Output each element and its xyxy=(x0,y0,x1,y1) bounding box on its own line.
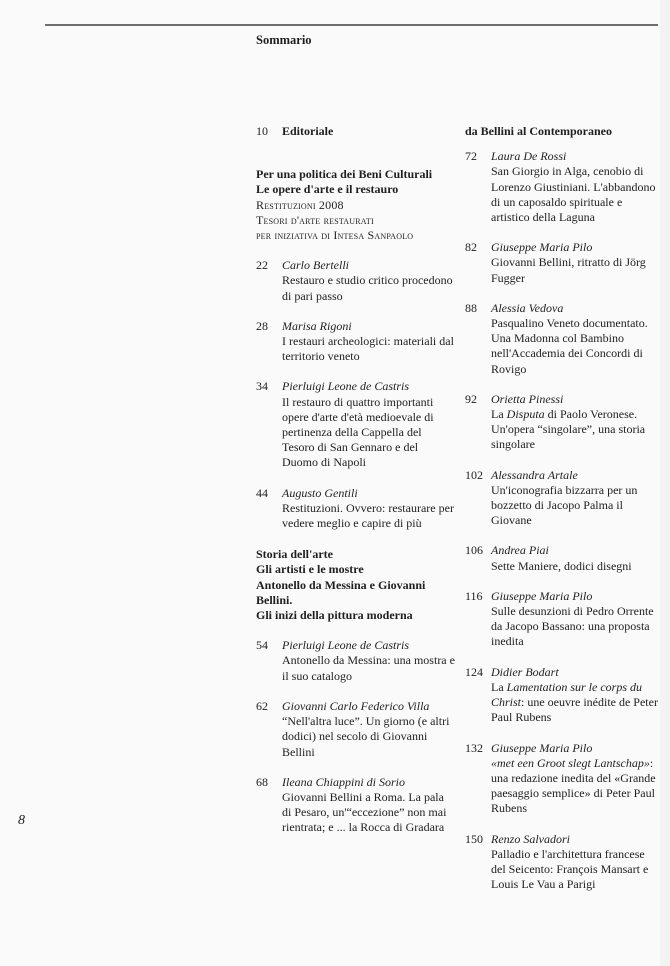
entry-title: Pasqualino Veneto documentato. Una Madonna col Bambino nell'Accademia dei Concordi di Rovigo xyxy=(491,316,648,376)
toc-entry[interactable] xyxy=(256,258,456,304)
entry-body xyxy=(491,741,660,817)
entry-body xyxy=(491,543,660,573)
section-line: Restituzioni 2008 xyxy=(256,197,344,212)
entry-title: Restauro e studio critico procedono di pari passo xyxy=(282,273,453,303)
entry-author: Carlo Bertelli xyxy=(282,258,349,273)
entry-title xyxy=(491,407,645,451)
entry-body xyxy=(491,240,660,286)
toc-entry[interactable] xyxy=(465,240,660,286)
entry-title: Sette Maniere, dodici disegni xyxy=(491,558,632,573)
entry-author: Giovanni Carlo Federico Villa xyxy=(282,698,430,713)
section-line: Antonello da Messina e Giovanni Bellini. xyxy=(256,577,426,607)
entry-title: “Nell'altra luce”. Un giorno (e altri dodici) nel secolo di Giovanni Bellini xyxy=(282,714,450,759)
toc-entry[interactable] xyxy=(256,319,456,365)
entry-title-italic: Lamentation sur le corps du Christ xyxy=(491,679,642,710)
toc-entry[interactable] xyxy=(465,149,660,225)
entry-author: Alessia Vedova xyxy=(491,300,564,315)
page-edge xyxy=(660,0,670,966)
entry-title-pre: La xyxy=(491,407,507,422)
page-number: 62 xyxy=(256,698,268,713)
entry-body xyxy=(491,392,660,453)
entry-author: Laura De Rossi xyxy=(491,149,567,164)
entry-author: Renzo Salvadori xyxy=(491,831,570,846)
entry-title: I restauri archeologici: materiali dal territorio veneto xyxy=(282,334,454,364)
entry-title: Editoriale xyxy=(282,124,334,138)
toc-entry[interactable] xyxy=(256,699,456,760)
entry-author: Alessandra Artale xyxy=(491,467,578,482)
entry-title: Un'iconografia bizzarra per un bozzetto di Jacopo Palma il Giovane xyxy=(491,482,638,528)
entry-title: Giovanni Bellini, ritratto di Jörg Fugger xyxy=(491,255,646,285)
entry-title: Palladio e l'architettura francese del Seicento: François Mansart e Louis Le Vau a Parigi xyxy=(491,846,649,892)
page-number: 150 xyxy=(465,831,483,846)
entry-body xyxy=(491,589,660,650)
section-heading-storia-arte xyxy=(256,547,456,623)
entry-title: Giovanni Bellini a Roma. La pala di Pesaro, un'“eccezione” non mai rientrata; e ... la Rocca di Gradara xyxy=(282,789,447,835)
section1-entries xyxy=(256,258,456,531)
section-line: per iniziativa di Intesa Sanpaolo xyxy=(256,228,414,243)
toc-entry[interactable] xyxy=(465,543,660,573)
section-line: Tesori d'arte restaurati xyxy=(256,212,374,227)
entry-author: Marisa Rigoni xyxy=(282,318,352,333)
page-number: 106 xyxy=(465,543,483,558)
entry-title xyxy=(491,680,658,724)
entry-title: Sulle desunzioni di Pedro Orrente da Jacopo Bassano: una proposta inedita xyxy=(491,604,654,649)
entry-body xyxy=(282,638,456,684)
entry-author: Ileana Chiappini di Sorio xyxy=(282,774,405,789)
section-line: Gli artisti e le mostre xyxy=(256,562,364,577)
page-number: 28 xyxy=(256,318,268,333)
page-number: 54 xyxy=(256,638,268,653)
entry-body xyxy=(282,775,456,836)
entry-author: Giuseppe Maria Pilo xyxy=(491,240,593,255)
entry-author: Augusto Gentili xyxy=(282,485,358,500)
entry-body xyxy=(282,379,456,470)
toc-entry-editorial[interactable] xyxy=(256,124,456,139)
section-line: Gli inizi della pittura moderna xyxy=(256,608,413,623)
entry-title-post: di Paolo Veronese. Un'opera “singolare”, una storia singolare xyxy=(491,407,646,452)
right-entries xyxy=(465,149,660,892)
right-column xyxy=(465,124,660,907)
entry-title-post: : una redazione inedita del «Grande paesaggio semplice» di Peter Paul Rubens xyxy=(491,755,656,816)
left-column xyxy=(256,124,456,851)
entry-body xyxy=(282,486,456,532)
entry-author: Pierluigi Leone de Castris xyxy=(282,638,409,653)
entry-title xyxy=(491,756,656,816)
section-subtitle: Le opere d'arte e il restauro xyxy=(256,182,399,197)
running-head: Sommario xyxy=(256,33,312,47)
page-number: 44 xyxy=(256,485,268,500)
section-heading-beni-culturali xyxy=(256,167,456,243)
entry-body xyxy=(491,468,660,529)
page-number: 82 xyxy=(465,240,477,255)
toc-entry[interactable] xyxy=(465,392,660,453)
page-number: 68 xyxy=(256,774,268,789)
toc-entry[interactable] xyxy=(256,775,456,836)
page-number: 88 xyxy=(465,300,477,315)
page-number: 124 xyxy=(465,664,483,679)
toc-entry[interactable] xyxy=(465,301,660,377)
entry-body xyxy=(282,258,456,304)
entry-body xyxy=(282,319,456,365)
entry-title-italic: «met een Groot slegt Lantschap» xyxy=(491,755,650,770)
page-number: 92 xyxy=(465,391,477,406)
top-rule xyxy=(45,24,658,26)
entry-author: Orietta Pinessi xyxy=(491,391,564,406)
entry-title-post: : une oeuvre inédite de Peter Paul Rubens xyxy=(491,695,658,725)
toc-entry[interactable] xyxy=(465,741,660,817)
section2-entries xyxy=(256,638,456,835)
section-title: Per una politica dei Beni Culturali xyxy=(256,167,433,182)
page-number: 10 xyxy=(256,124,268,138)
entry-body xyxy=(491,832,660,893)
page-number: 72 xyxy=(465,149,477,164)
entry-body xyxy=(491,301,660,377)
page-number: 132 xyxy=(465,740,483,755)
toc-entry[interactable] xyxy=(256,379,456,470)
toc-entry[interactable] xyxy=(256,486,456,532)
section-title: Storia dell'arte xyxy=(256,547,333,562)
page-number: 34 xyxy=(256,379,268,394)
page-number: 22 xyxy=(256,258,268,273)
entry-title: Restituzioni. Ovvero: restaurare per vedere meglio e capire di più xyxy=(282,500,454,531)
entry-author: Pierluigi Leone de Castris xyxy=(282,379,409,394)
entry-body xyxy=(491,665,660,726)
entry-title: San Giorgio in Alga, cenobio di Lorenzo Giustiniani. L'abbandono di un caposaldo spirituale e artistico della Laguna xyxy=(491,164,656,225)
entry-title-italic: Disputa xyxy=(506,407,545,422)
section-heading-contemporaneo: da Bellini al Contemporaneo xyxy=(465,124,613,138)
entry-title: Antonello da Messina: una mostra e il suo catalogo xyxy=(282,653,455,683)
entry-title: Il restauro di quattro importanti opere d'arte d'età medioevale di pertinenza della Cappella del Tesoro di San Gennaro e del Duomo di Napoli xyxy=(282,394,434,470)
entry-author: Giuseppe Maria Pilo xyxy=(491,740,593,755)
entry-title-pre: La xyxy=(491,679,507,694)
entry-body xyxy=(491,149,660,225)
entry-author: Didier Bodart xyxy=(491,664,559,679)
toc-entry[interactable] xyxy=(465,589,660,650)
toc-entry[interactable] xyxy=(465,665,660,726)
entry-author: Giuseppe Maria Pilo xyxy=(491,588,593,603)
toc-entry[interactable] xyxy=(256,638,456,684)
toc-entry[interactable] xyxy=(465,468,660,529)
entry-author: Andrea Piai xyxy=(491,543,549,558)
page-folio: 8 xyxy=(18,813,25,828)
entry-body xyxy=(282,699,456,760)
page-number: 116 xyxy=(465,588,483,603)
page-number: 102 xyxy=(465,467,483,482)
toc-entry[interactable] xyxy=(465,832,660,893)
